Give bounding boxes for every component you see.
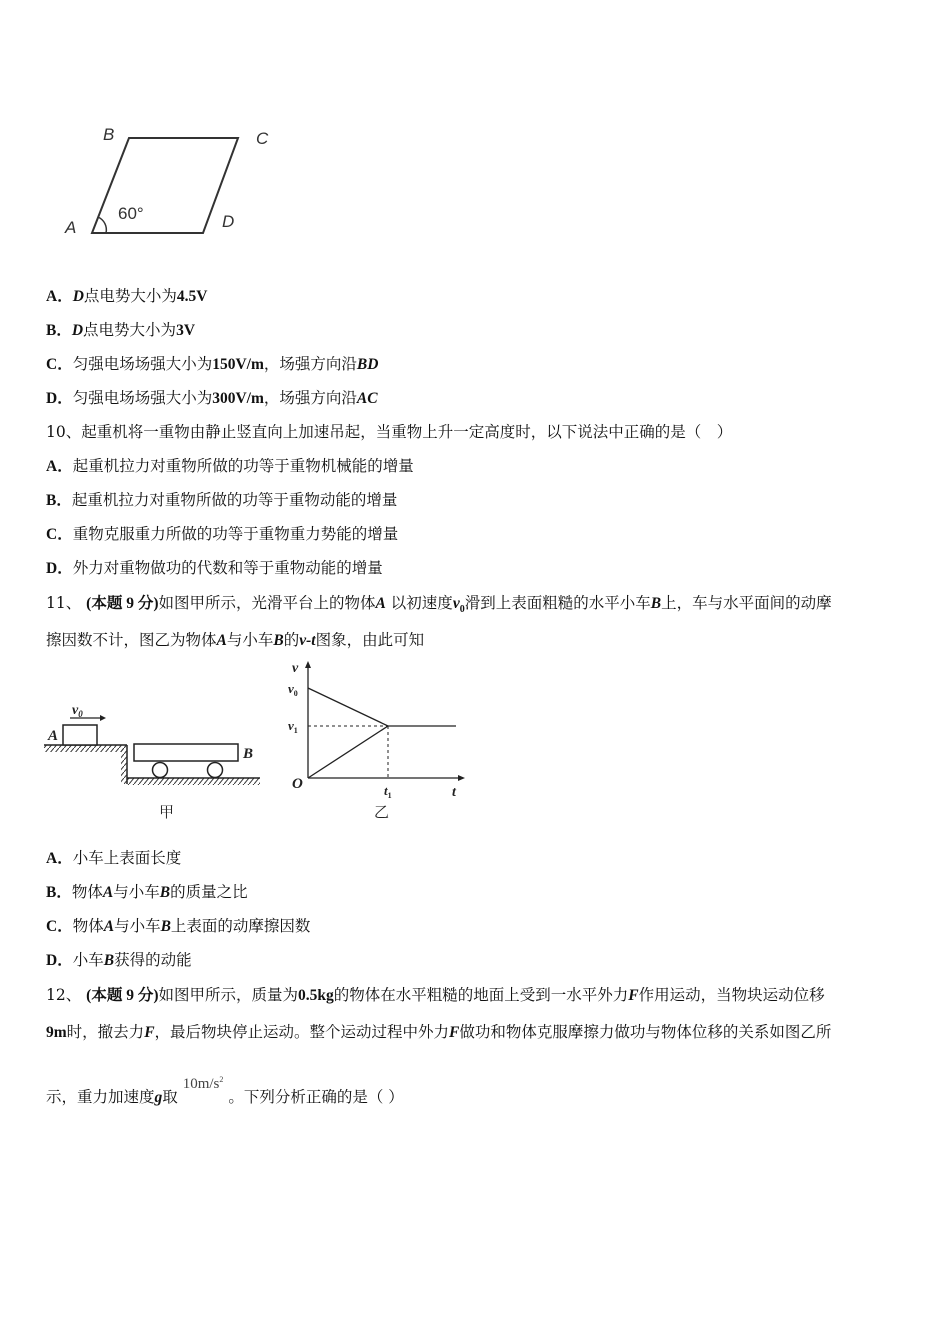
option-text: 重物克服重力所做的功等于重物重力势能的增量 [72,525,399,543]
option-var: A [102,884,114,901]
option-value: 150V/m [212,356,264,373]
label-t: t [452,785,456,800]
option-var: B [160,918,171,935]
option-text: 点电势大小为 [83,287,177,305]
line-b-accel [308,726,388,778]
q11-option-b [46,882,248,903]
label-t1: $t_1$ [384,783,392,800]
distance-value: 9m [46,1024,67,1041]
question-number: 11、 [46,594,82,612]
option-text: 外力对重物做功的代数和等于重物动能的增量 [72,559,383,577]
gravity-exponent: 2 [219,1075,224,1084]
option-text: 的质量之比 [170,883,248,901]
option-letter: C． [46,918,73,935]
option-value: 3V [176,322,196,339]
label-v1: $v_1$ [288,718,298,735]
cart-b [134,744,238,761]
q12-stem-line2 [46,1022,831,1043]
option-text: 上表面的动摩擦因数 [170,917,311,935]
q10-option-a [46,456,414,477]
option-var: B [159,884,171,901]
var-a: A [216,632,227,649]
stem-text: 滑到上表面粗糙的水平小车 [464,594,651,612]
option-var: D [71,322,84,339]
q9-option-a [46,286,208,307]
caption-jia: 甲 [159,804,175,821]
option-letter: B． [46,884,72,901]
option-letter: C． [46,356,73,373]
q9-option-b [46,320,195,341]
var-f: F [144,1024,155,1041]
question-number: 12、 [46,986,82,1004]
q11-option-d [46,950,192,971]
option-text: 小车 [72,951,104,969]
var-v0: v [452,595,460,612]
var-v0-sub: 0 [459,604,465,616]
stem-text: 做功和物体克服摩擦力做功与物体位移的关系如图乙所 [459,1023,832,1041]
stem-text: 。下列分析正确的是（ ） [228,1088,404,1106]
cart-wheel-left [153,763,168,778]
q10-stem: 10、起重机将一重物由静止竖直向上加速吊起，当重物上升一定高度时，以下说法中正确的是（ ） [46,423,733,441]
cart-wheel-right [208,763,223,778]
q11-stem-line1 [46,593,832,620]
stem-text: 擦因数不计，图乙为物体 [46,631,217,649]
y-axis-arrow [305,661,311,668]
stem-text: 的 [283,631,300,649]
stem-text: 如图甲所示，光滑平台上的物体 [158,594,376,612]
option-letter: B． [46,492,72,509]
label-b: B [103,125,115,144]
block-a [63,725,97,745]
option-var: B [103,952,115,969]
stem-text: 示，重力加速度 [46,1088,155,1106]
q10-option-b [46,490,397,511]
q11-stem-line2 [46,630,424,651]
q10-option-d [46,558,383,579]
label-v0: $v_0$ [288,681,298,698]
question-score: (本题 9 分) [86,987,159,1004]
option-letter: A． [46,850,73,867]
stem-text: 取 [162,1088,178,1106]
option-value: 300V/m [212,390,264,407]
option-value: 4.5V [176,288,208,305]
caption-yi: 乙 [374,804,390,821]
wall-hatch [121,745,127,784]
option-letter: C． [46,526,73,543]
option-text: 与小车 [113,883,160,901]
stem-text: 时，撤去力 [66,1023,145,1041]
var-vt: v-t [299,632,316,649]
option-text: 起重机拉力对重物所做的功等于重物机械能的增量 [72,457,414,475]
var-a: A [375,595,386,612]
option-text: 小车上表面长度 [72,849,182,867]
angle-arc [98,217,106,233]
stem-text: 以初速度 [390,594,453,612]
option-tail: ，场强方向沿 [263,355,357,373]
option-letter: A． [46,458,73,475]
stem-text: 的物体在水平粗糙的地面上受到一水平外力 [333,986,629,1004]
mass-value: 0.5kg [298,987,334,1004]
stem-text: 图象，由此可知 [315,631,425,649]
stem-text: 如图甲所示，质量为 [158,986,299,1004]
q11-option-a [46,848,181,869]
var-b: B [273,632,284,649]
q11-option-c [46,916,310,937]
stem-text: 上，车与水平面间的动摩 [661,594,832,612]
option-text: 物体 [71,883,103,901]
option-letter: B． [46,322,72,339]
figure-jia [44,700,274,825]
platform-hatch [44,745,127,752]
option-text: 匀强电场场强大小为 [72,389,213,407]
option-text: 物体 [72,917,104,935]
q9-option-d [46,388,378,409]
option-letter: D． [46,560,73,577]
option-text: 点电势大小为 [83,321,177,339]
parallelogram-figure [56,118,286,248]
label-a: A [65,218,77,237]
stem-text: 与小车 [226,631,274,649]
label-v0: $v_0$ [72,703,83,719]
gravity-value [183,1076,224,1092]
var-b: B [650,595,662,612]
label-v: v [292,661,299,676]
velocity-arrow-head [100,715,106,721]
label-origin: O [292,776,303,792]
option-dir: BD [356,356,379,373]
option-dir: AC [356,390,378,407]
angle-label: 60° [118,204,144,223]
x-axis-arrow [458,775,465,781]
ground-hatch [127,778,260,785]
option-letter: D． [46,952,73,969]
option-letter: A． [46,288,73,305]
option-text: 匀强电场场强大小为 [72,355,213,373]
option-var: D [72,288,84,305]
label-b: B [243,746,254,762]
var-g: g [154,1089,163,1106]
stem-text: 作用运动，当物块运动位移 [638,986,825,1004]
option-text: 获得的动能 [114,951,192,969]
q12-stem-line3 [46,1075,404,1108]
option-tail: ，场强方向沿 [263,389,357,407]
figure-yi-vt-graph [284,660,474,825]
option-letter: D． [46,390,73,407]
q12-stem-line1 [46,985,825,1006]
label-a: A [48,728,59,744]
line-a-decel [308,688,388,726]
gravity-unit: 10m/s [182,1076,220,1092]
question-score: (本题 9 分) [86,595,159,612]
q9-option-c [46,354,378,375]
label-c: C [256,129,269,148]
option-var: A [103,918,115,935]
option-text: 起重机拉力对重物所做的功等于重物动能的增量 [71,491,398,509]
var-f: F [628,987,639,1004]
option-text: 与小车 [114,917,161,935]
label-d: D [222,212,235,231]
stem-text: ，最后物块停止运动。整个运动过程中外力 [154,1023,450,1041]
q10-option-c [46,524,398,545]
parallelogram-shape [92,138,238,233]
var-f: F [449,1024,460,1041]
